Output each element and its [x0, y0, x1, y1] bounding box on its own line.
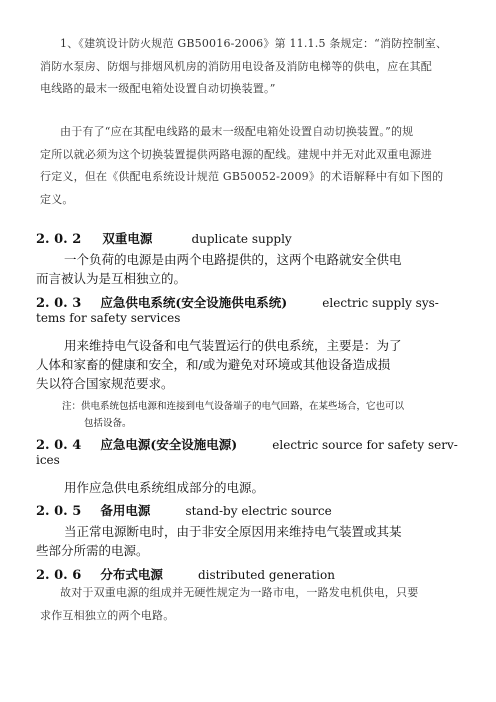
term-heading — [36, 228, 292, 247]
term-chinese: 应急供电系统(安全设施供电系统) — [100, 295, 288, 310]
term-definition-line: 用来维持电气设备和电气装置运行的供电系统，主要是：为了 — [64, 338, 402, 353]
term-english-continued: tems for safety services — [36, 311, 181, 325]
term-number: 2. 0. 5 — [36, 504, 82, 519]
term-english-continued: ices — [36, 453, 60, 467]
paragraph-2-line: 定义。 — [40, 192, 74, 206]
term-definition-line: 用作应急供电系统组成部分的电源。 — [64, 480, 265, 495]
paragraph-3-line: 故对于双重电源的组成并无硬性规定为一路市电，一路发电机供电，只要 — [60, 586, 419, 599]
term-english: stand-by electric source — [185, 504, 332, 518]
term-definition-line: 失以符合国家规范要求。 — [36, 376, 174, 391]
term-definition-line: 人体和家畜的健康和安全，和/或为避免对环境或其他设备造成损 — [36, 357, 391, 372]
paragraph-1-line: 消防水泵房、防烟与排烟风机房的消防用电设备及消防电梯等的供电，应在其配 — [40, 59, 432, 73]
term-number: 2. 0. 6 — [36, 568, 82, 583]
term-chinese: 备用电源 — [100, 503, 151, 518]
term-definition-line: 而言被认为是互相独立的。 — [36, 271, 187, 286]
term-definition-line: 当正常电源断电时，由于非安全原因用来维持电气装置或其某 — [64, 524, 402, 539]
term-chinese: 应急电源(安全设施电源) — [100, 437, 238, 452]
term-chinese: 分布式电源 — [100, 567, 163, 582]
term-chinese: 双重电源 — [102, 231, 153, 246]
paragraph-1-line: 1、《建筑设计防火规范 GB50016-2006》第 11.1.5 条规定：“消防控制室、 — [60, 37, 448, 50]
paragraph-3 — [40, 582, 460, 627]
term-heading — [36, 500, 332, 519]
term-english: duplicate supply — [191, 232, 292, 246]
term-definition-line: 些部分所需的电源。 — [36, 543, 149, 558]
cropped-term-row — [36, 564, 456, 583]
paragraph-2-line: 定所以就必须为这个切换装置提供两路电源的配线。建规中并无对此双重电源进 — [40, 147, 432, 161]
paragraph-2 — [40, 121, 460, 211]
term-note-line: 注：供电系统包括电源和连接到电气设备端子的电气回路，在某些场合，它也可以 — [62, 401, 405, 412]
paragraph-3-line: 求作互相独立的两个电路。 — [40, 608, 175, 622]
paragraph-2-line: 由于有了“应在其配电线路的最末一级配电箱处设置自动切换装置。”的规 — [60, 125, 414, 138]
paragraph-1-line: 电线路的最末一级配电箱处设置自动切换装置。” — [40, 82, 276, 95]
paragraph-1 — [40, 33, 460, 101]
term-number: 2. 0. 4 — [36, 438, 82, 453]
term-definition-line: 一个负荷的电源是由两个电路提供的，这两个电路就安全供电 — [64, 252, 402, 267]
term-heading — [36, 564, 335, 583]
term-number: 2. 0. 3 — [36, 296, 82, 311]
term-english: electric source for safety serv- — [272, 438, 458, 452]
term-english: distributed generation — [197, 568, 335, 582]
term-heading — [36, 292, 439, 311]
term-note-line: 包括设备。 — [84, 418, 132, 429]
term-heading — [36, 434, 458, 453]
term-number: 2. 0. 2 — [36, 232, 82, 247]
paragraph-2-line: 行定义，但在《供配电系统设计规范 GB50052-2009》的术语解释中有如下图的 — [40, 170, 444, 183]
term-english: electric supply sys- — [322, 296, 439, 310]
